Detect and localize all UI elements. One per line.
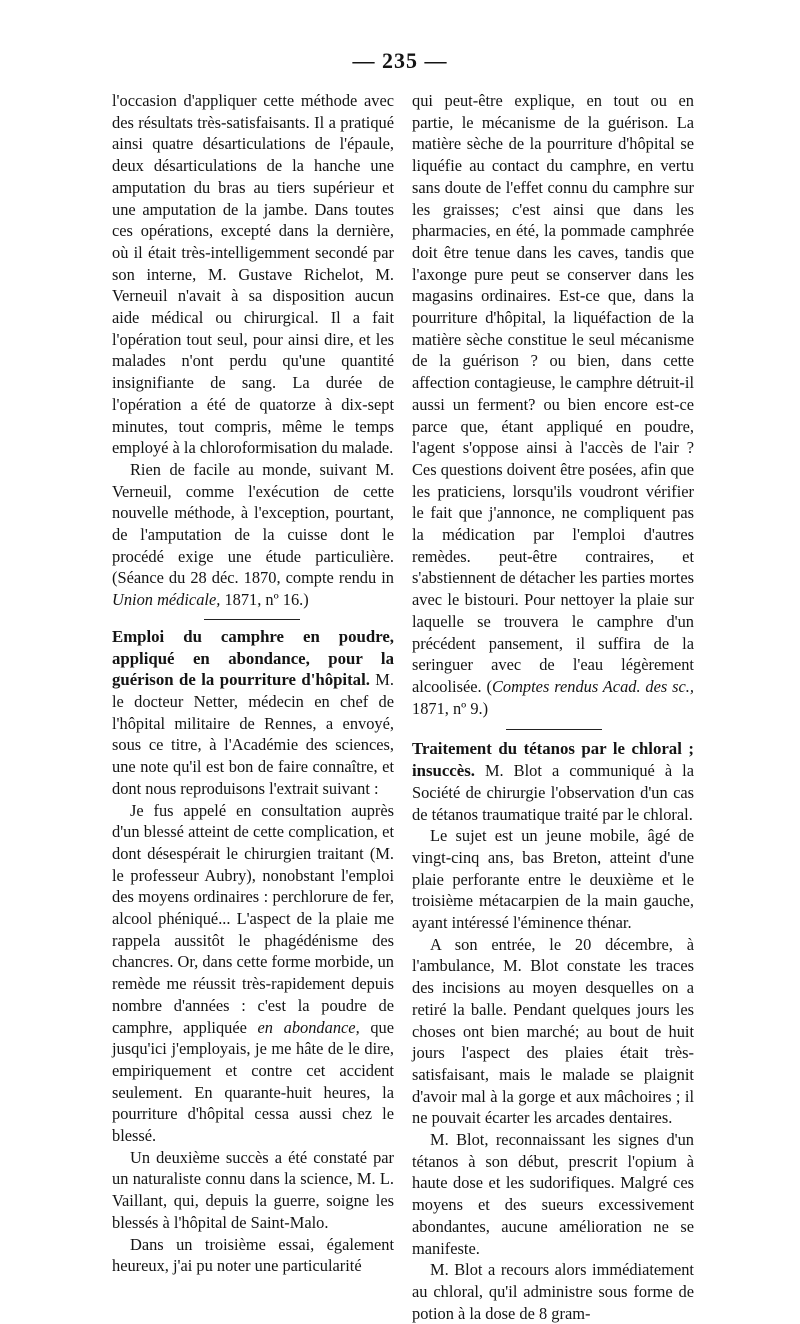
page-number: — 235 — (352, 48, 448, 73)
source-title: Comptes rendus Acad. des sc., (491, 676, 695, 696)
section-separator (204, 619, 300, 620)
section-heading (112, 626, 394, 800)
paragraph-text: Rien de facile au monde, suivant M. Verneuil, comme l'exécution de cette nouvelle méthode, à l'exception, pourtant, de l'amputation de la cuisse dont le procédé exige une étude particulière. (Séance du 28 déc. 1870, compte rendu in (112, 459, 394, 588)
section-title: Traitement du tétanos par le chloral ; insuccès. (412, 739, 694, 781)
paragraph: M. Blot, reconnaissant les signes d'un tétanos à son début, prescrit l'opium à haute dose et les sudorifiques. Malgré ces moyens et des sueurs excessivement abondantes, aucune amélioration ne se manifeste. (412, 1130, 694, 1258)
paragraph: Un deuxième succès a été constaté par un naturaliste connu dans la science, M. L. Vaillant, qui, depuis la guerre, soigne les blessés à l'hôpital de Saint-Malo. (112, 1147, 394, 1232)
paragraph-text: qui peut-être explique, en tout ou en partie, le mécanisme de la guérison. La matière sèche de la pourriture d'hôpital se liquéfie au contact du camphre, en vertu sans doute de l'effet connu du camphre sur les graisses; c'est ainsi que dans les pharmacies, en été, la pommade camphrée doit être tenue dans les caves, tandis que l'axonge pure peut se conserver dans les magasins ordinaires. Est-ce que, dans la pourriture d'hôpital, la liquéfaction de la matière sèche constitue le seul mécanisme de la guérison ? ou bien, dans cette affection contagieuse, le camphre détruit-il aussi un ferment? ou bien encore est-ce parce que, étant appliqué en poudre, l'agent s'oppose ainsi à l'accès de l'air ? Ces questions doivent être posées, afin que les praticiens, lorsqu'ils voudront vérifier le fait que j'annonce, ne compliquent pas la médication par l'emploi d'autres remèdes. peut-être contraires, et s'abstiennent de détacher les parties mortes avec le bistouri. Pour nettoyer la plaie sur laquelle se trouvera le camphre d'un précédent pansement, il suffira de la seringuer avec de l'eau légèrement alcoolisée. ( (412, 91, 694, 696)
paragraph (412, 90, 694, 719)
section-heading (412, 738, 694, 825)
paragraph: Le sujet est un jeune mobile, âgé de vingt-cinq ans, bas Breton, atteint d'une plaie perforante entre le deuxième et le troisième métacarpien de la main gauche, ayant intéressé l'éminence thénar. (412, 826, 694, 933)
citation-tail: 1871, nº 16.) (220, 590, 309, 610)
journal-title: Union médicale, (112, 590, 221, 610)
right-column (412, 90, 694, 1324)
section-intro: M. Blot a communiqué à la Société de chirurgie l'observation d'un cas de tétanos traumatique traité par le chloral. (412, 761, 694, 824)
paragraph (112, 459, 394, 611)
left-column (112, 90, 394, 1277)
paragraph: l'occasion d'appliquer cette méthode avec des résultats très-satisfaisants. Il a pratiqué ainsi quatre désarticulations de l'épaule, deux désarticulations de la hanche une amputation du bras au tiers supérieur et une amputation de la jambe. Dans toutes ces opérations, excepté dans la dernière, où il était très-intelligemment secondé par son interne, M. Gustave Richelot, M. Verneuil n'avait à sa disposition aucun aide médical ou chirurgical. Il a fait l'opération tout seul, pour ainsi dire, et les malades n'ont perdu qu'une quantité insignifiante de sang. La durée de l'opération a été de quatorze à dix-sept minutes, tout compris, même le temps employé à la chloroformisation du malade. (112, 91, 394, 458)
paragraph (112, 800, 394, 1147)
paragraph: A son entrée, le 20 décembre, à l'ambulance, M. Blot constate les traces des incisions au moyen desquelles on a retiré la balle. Pendant quelques jours les choses ont bien marché; au bout de huit jours l'aspect des plaies était très-satisfaisant, mais le malade se plaignit d'avoir mal à la gorge et aux mâchoires ; il ne pouvait écarter les arcades dentaires. (412, 934, 694, 1128)
emphasis: en abondance, (257, 1017, 360, 1037)
paragraph: M. Blot a recours alors immédiatement au chloral, qu'il administre sous forme de potion à la dose de 8 gram- (412, 1260, 694, 1323)
section-intro: M. le docteur Netter, médecin en chef de l'hôpital militaire de Rennes, a envoyé, sous ce titre, à l'Académie des sciences, une note qu'il est bon de faire connaître, et dont nous reproduisons l'extrait suivant : (112, 670, 394, 798)
paragraph: Dans un troisième essai, également heureux, j'ai pu noter une particularité (112, 1234, 394, 1276)
paragraph-text: que jusqu'ici j'employais, je me hâte de le dire, empiriquement et contre cet accident seulement. En quarante-huit heures, la pourriture d'hôpital cessa aussi chez le blessé. (112, 1017, 394, 1146)
citation-tail: 1871, nº 9.) (412, 698, 489, 718)
paragraph-text: Je fus appelé en consultation auprès d'un blessé atteint de cette complication, et dont désespérait le chirurgien traitant (M. le professeur Aubry), nonobstant l'emploi des moyens ordinaires : perchlorure de fer, alcool phéniqué... L'aspect de la plaie me rappela aussitôt le phagédénisme des chancres. Or, dans cette forme morbide, un remède me réussit très-rapidement depuis nombre d'années : c'est la poudre de camphre, appliquée (112, 800, 394, 1037)
section-title: Emploi du camphre en poudre, appliqué en abondance, pour la guérison de la pourriture d'hôpital. (112, 626, 394, 690)
section-separator (506, 729, 602, 730)
